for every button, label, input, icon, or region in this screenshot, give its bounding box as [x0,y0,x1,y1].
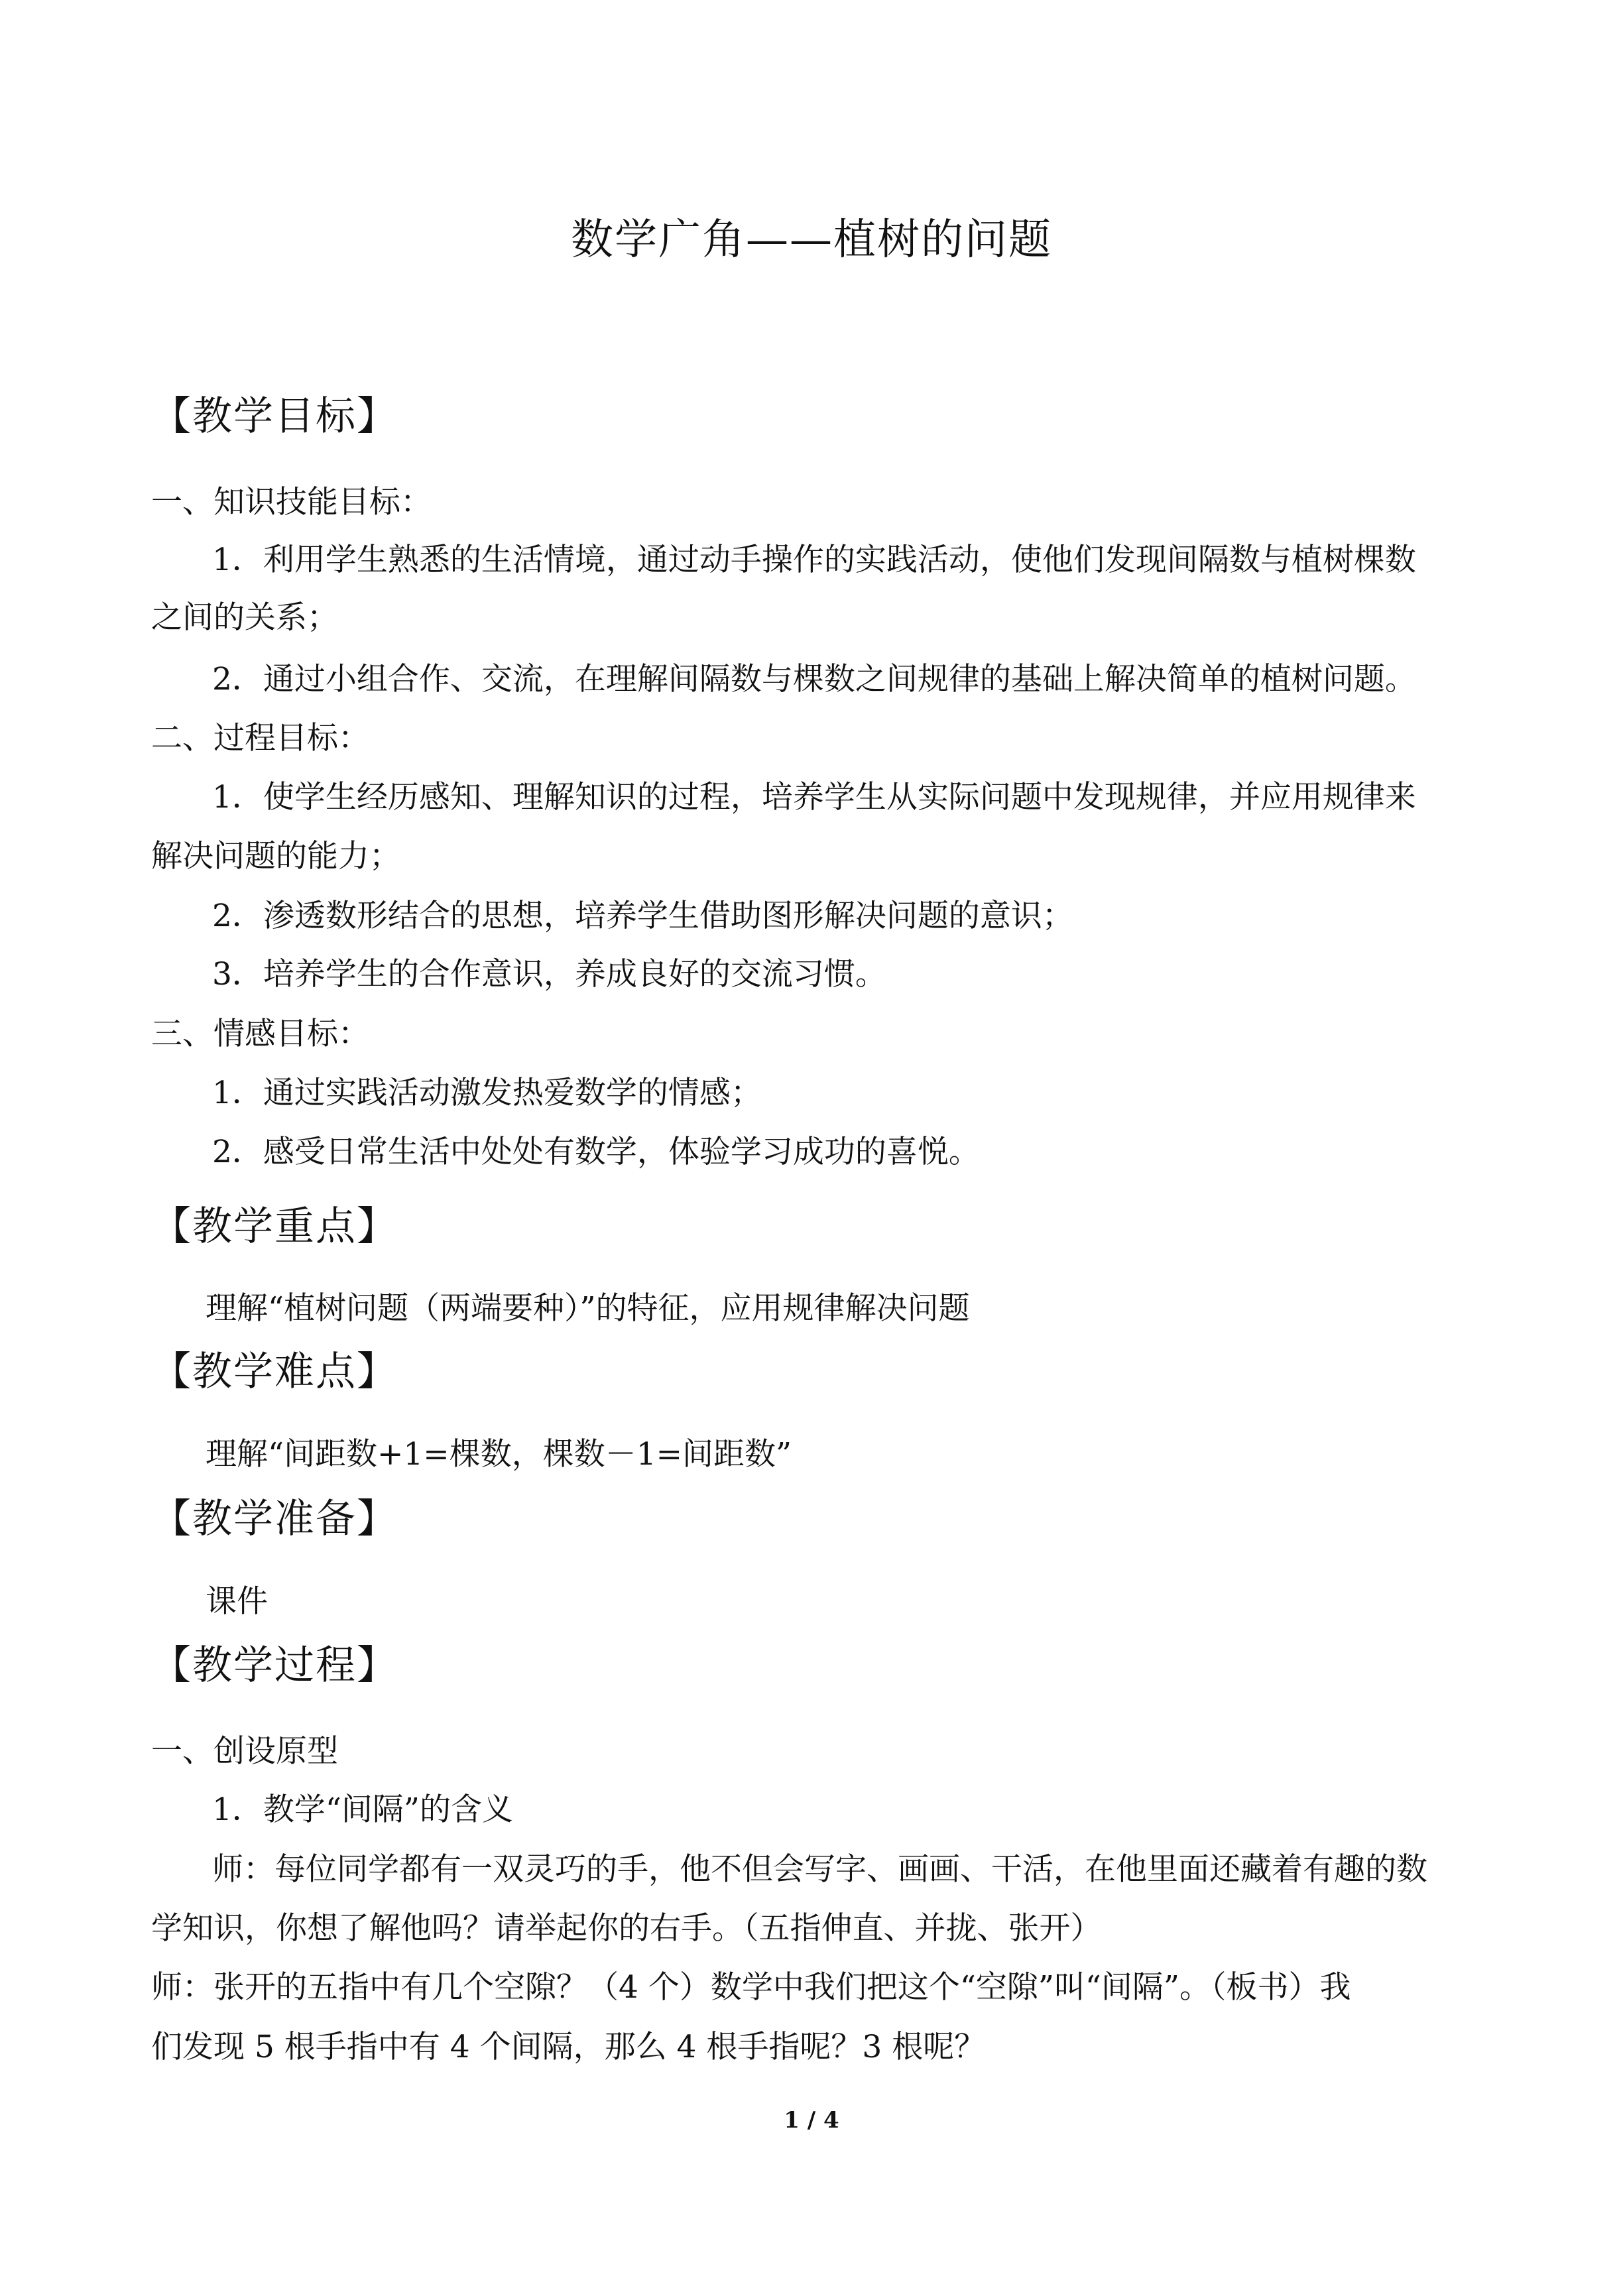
document-title: 数学广角——植树的问题 [571,215,1052,265]
section-1-item-1: 1．教学“间隔”的含义 [212,1791,513,1828]
objectives-heading: 【教学目标】 [151,393,398,440]
preparation-heading: 【教学准备】 [151,1496,398,1542]
teaching-process-heading: 【教学过程】 [151,1642,398,1689]
preparation-text: 课件 [206,1583,268,1620]
emotion-heading: 三、情感目标： [151,1016,369,1052]
key-point-heading: 【教学重点】 [151,1203,398,1250]
process-item-1-cont: 解决问题的能力； [151,838,400,875]
process-item-3: 3．培养学生的合作意识，养成良好的交流习惯。 [212,956,886,993]
teacher-line-2-cont: 们发现 5 根手指中有 4 个间隔，那么 4 根手指呢？3 根呢？ [151,2029,986,2065]
section-1-heading: 一、创设原型 [151,1733,338,1770]
knowledge-item-1: 1．利用学生熟悉的生活情境，通过动手操作的实践活动，使他们发现间隔数与植树棵数 [212,542,1416,578]
teacher-line-2: 师：张开的五指中有几个空隙？（4 个）数学中我们把这个“空隙”叫“间隔”。（板书）我 [151,1969,1351,2006]
knowledge-item-1-cont: 之间的关系； [151,599,338,636]
page-number: 1 / 4 [784,2107,839,2134]
process-objective-heading: 二、过程目标： [151,720,369,756]
teacher-line-1-cont: 学知识，你想了解他吗？请举起你的右手。（五指伸直、并拢、张开） [151,1910,1102,1947]
difficulty-text: 理解“间距数+1=棵数，棵数－1=间距数” [206,1436,792,1473]
emotion-item-1: 1．通过实践活动激发热爱数学的情感； [212,1075,762,1111]
emotion-item-2: 2．感受日常生活中处处有数学，体验学习成功的喜悦。 [212,1134,980,1170]
process-item-1: 1．使学生经历感知、理解知识的过程，培养学生从实际问题中发现规律，并应用规律来 [212,779,1416,816]
knowledge-heading: 一、知识技能目标： [151,484,432,520]
knowledge-item-2: 2．通过小组合作、交流，在理解间隔数与棵数之间规律的基础上解决简单的植树问题。 [212,661,1416,697]
key-point-text: 理解“植树问题（两端要种）”的特征，应用规律解决问题 [206,1290,970,1327]
process-item-2: 2．渗透数形结合的思想，培养学生借助图形解决问题的意识； [212,898,1073,934]
difficulty-heading: 【教学难点】 [151,1349,398,1395]
teacher-line-1: 师：每位同学都有一双灵巧的手，他不但会写字、画画、干活，在他里面还藏着有趣的数 [212,1851,1427,1888]
